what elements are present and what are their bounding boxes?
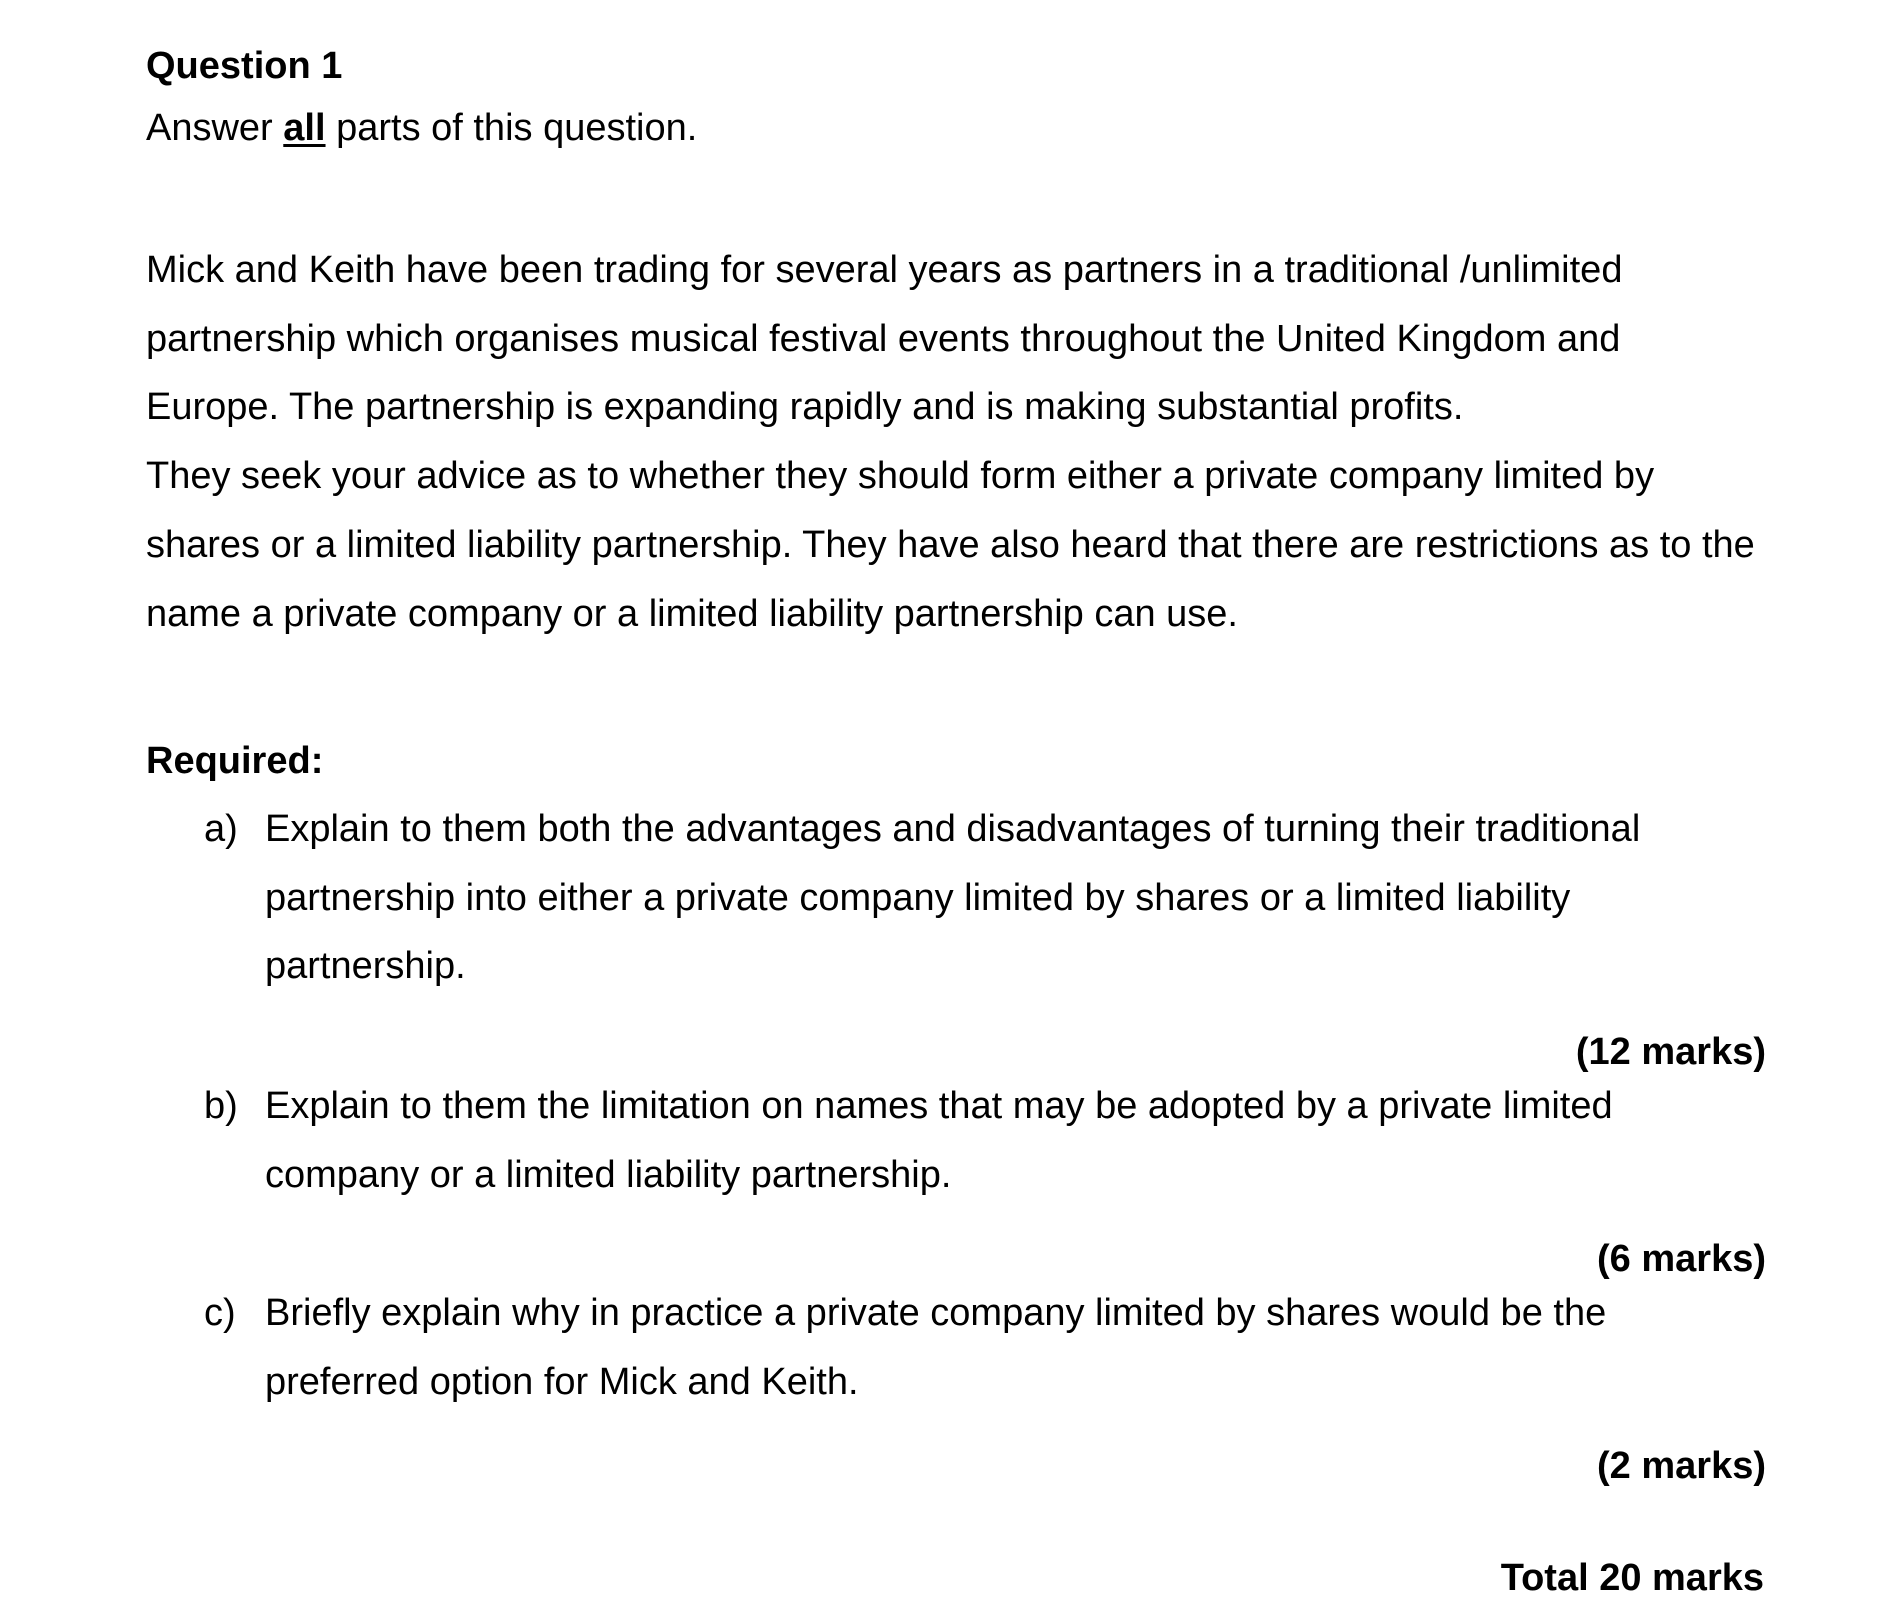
scenario-paragraph-2: They seek your advice as to whether they should form either a private company limited by shares or a limited liability partnership. They have also heard that there are restrictions as to the name a private company or a limited liability partnership can use. bbox=[146, 455, 1755, 635]
part-c-letter: c) bbox=[204, 1292, 236, 1334]
part-c-text: Briefly explain why in practice a private company limited by shares would be the preferred option for Mick and Keith. bbox=[265, 1292, 1607, 1403]
part-a-marks: (12 marks) bbox=[1575, 1031, 1766, 1073]
part-b-text: Explain to them the limitation on names that may be adopted by a private limited company or a limited liability partnership. bbox=[265, 1085, 1613, 1196]
instruction-suffix: parts of this question. bbox=[325, 107, 698, 149]
question-page bbox=[146, 38, 1766, 1599]
part-c-marks: (2 marks) bbox=[1597, 1445, 1766, 1487]
scenario-paragraph-1: Mick and Keith have been trading for several years as partners in a traditional /unlimited partnership which organises musical festival events throughout the United Kingdom and Europe. The partnership is expanding rapidly and is making substantial profits. bbox=[146, 249, 1623, 429]
question-title: Question 1 bbox=[146, 45, 343, 87]
part-a-letter: a) bbox=[204, 808, 238, 850]
required-heading: Required: bbox=[146, 740, 324, 782]
instruction-prefix: Answer bbox=[146, 107, 284, 149]
part-b-letter: b) bbox=[204, 1085, 238, 1127]
total-marks: Total 20 marks bbox=[1500, 1557, 1764, 1599]
instruction-emphasis: all bbox=[283, 107, 326, 149]
part-a-text: Explain to them both the advantages and disadvantages of turning their traditional partnership into either a private company limited by shares or a limited liability partnership. bbox=[265, 808, 1641, 988]
part-b-marks: (6 marks) bbox=[1597, 1238, 1766, 1280]
question-instruction bbox=[146, 100, 1766, 156]
scenario-text bbox=[146, 236, 1756, 648]
